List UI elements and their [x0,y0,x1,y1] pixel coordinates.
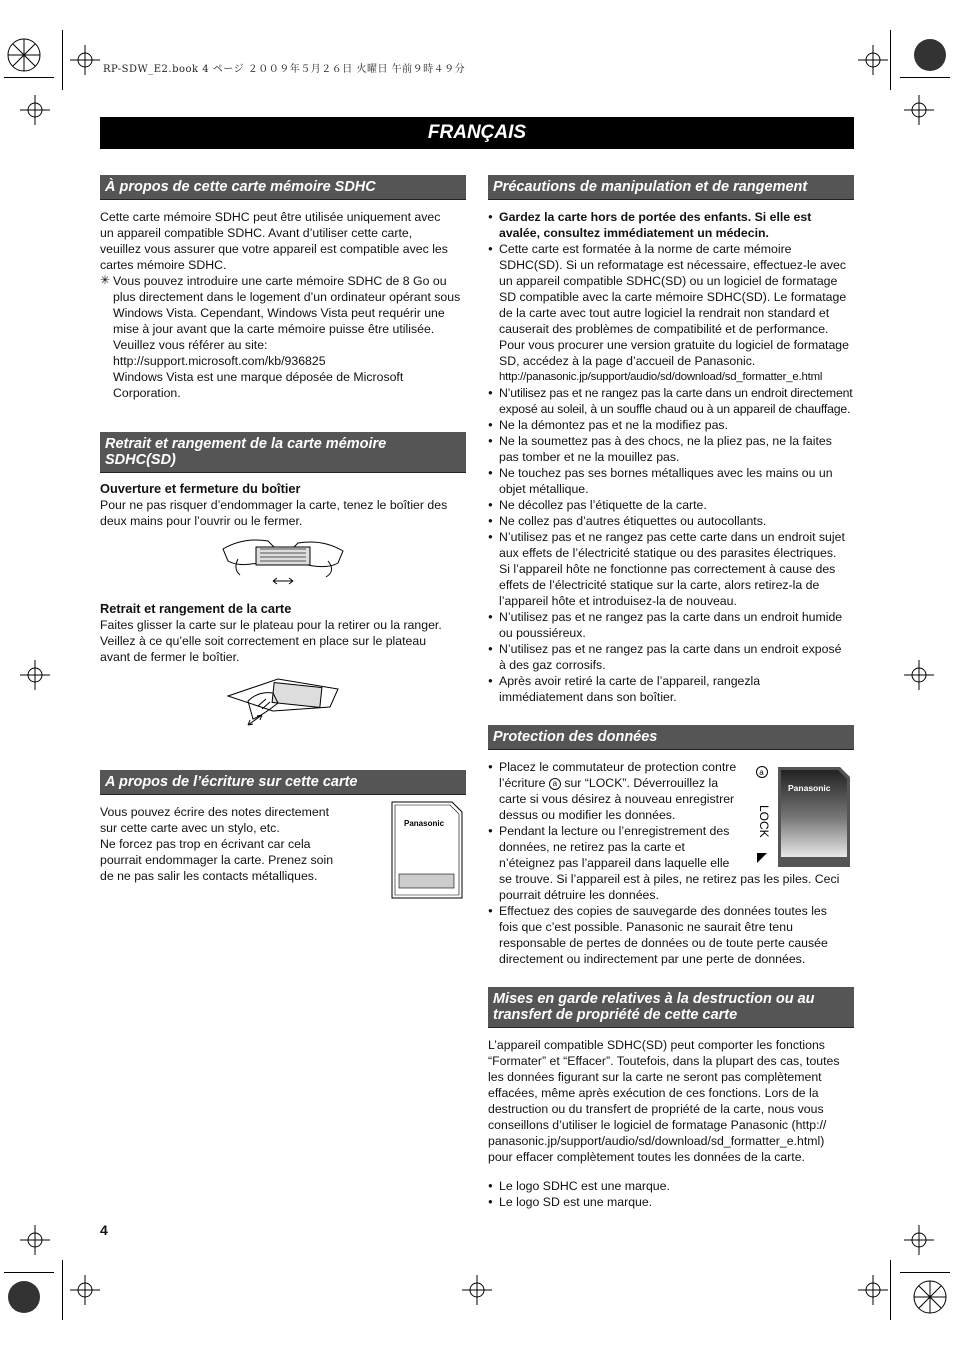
list-item: ● Le logo SD est une marque. [488,1194,854,1210]
crosshair-icon [858,45,888,75]
page-number: 4 [100,1222,108,1238]
brand-logo: Panasonic [788,783,831,793]
body-line: L’appareil compatible SDHC(SD) peut comporter les fonctions [488,1038,825,1052]
svg-text:a: a [759,768,764,777]
crosshair-icon [858,1275,888,1305]
intro-line: veuillez vous assurer que votre appareil est compatible avec les [100,242,448,256]
lock-label: LOCK [757,805,771,838]
section-disposal-transfer [488,987,854,1210]
trademark-list [488,1178,854,1210]
list-item: ● Cette carte est formatée à la norme de carte mémoire SDHC(SD). Si un reformatage est nécessaire, effectuez-le avec un appareil compatible SDHC(SD) ou un logiciel de formatage SD compatible avec la carte mémoire SDHC(SD). Le formatage de la carte avec tout autre logiciel la rendrait non standard et causerait des problèmes de compatibilité et de performance. Pour vous procurer une version gratuite du logiciel de formatage SD, accédez à la page d’accueil de Panasonic. http://panasonic.jp/support/audio/sd/download/sd_formatter_e.html [488,241,854,385]
body-line: panasonic.jp/support/audio/sd/download/sd_formatter_e.html) [488,1134,825,1148]
body-line: sur cette carte avec un stylo, etc. [100,821,280,835]
right-column [488,175,854,1210]
case-opening-illustration [218,529,348,591]
section-heading: Précautions de manipulation et de rangement [488,175,854,200]
body-line: Veillez à ce qu’elle soit correctement en place sur le plateau [100,634,427,648]
crosshair-icon [20,660,50,690]
section-heading: Retrait et rangement de la carte mémoire SDHC(SD) [100,432,466,473]
body-line: conseillons d’utiliser le logiciel de formatage Panasonic (http:// [488,1118,827,1132]
precautions-list [488,209,854,705]
subheading-remove-store: Retrait et rangement de la carte [100,601,292,616]
marker-a-icon: a [549,778,561,790]
body-line: deux mains pour l’ouvrir ou le fermer. [100,514,303,528]
crosshair-icon [20,95,50,125]
note-line: Vous pouvez introduire une carte mémoire SDHC de 8 Go ou [113,274,447,288]
intro-line: Cette carte mémoire SDHC peut être utilisée uniquement avec [100,210,441,224]
section-heading: À propos de cette carte mémoire SDHC [100,175,466,200]
brand-logo: Panasonic [404,819,445,828]
list-item: ● Ne touchez pas ses bornes métalliques avec les mains ou un objet métallique. [488,465,854,497]
body-line: Ne forcez pas trop en écrivant car cela [100,837,311,851]
section-writing-on-card [100,770,466,884]
note-line: Veuillez vous référer au site: [113,338,268,352]
list-item: ● Pendant la lecture ou l’enregistrement des données, ne retirez pas la carte et n’éteignez pas l’appareil dans laquelle elle se trouve. Si l’appareil est à piles, ne retirez pas les piles. Ceci pourrait détruire les données. [488,823,854,903]
section-heading: Mises en garde relatives à la destruction ou au transfert de propriété de cette carte [488,987,854,1028]
list-item: ● Ne collez pas d’autres étiquettes ou autocollants. [488,513,854,529]
list-item: ● Placez le commutateur de protection contre l’écriture a sur “LOCK”. Déverrouillez la carte si vous désirez à nouveau enregistrer dessus ou modifier les données. [488,759,854,823]
section-about-sdhc [100,175,466,401]
section-handling-precautions [488,175,854,705]
note-line: mise à jour avant que la carte mémoire puisse être utilisée. [113,322,435,336]
registration-mark-icon [910,35,950,75]
crosshair-icon [20,1225,50,1255]
section-data-protection [488,725,854,967]
formatter-link[interactable]: http://panasonic.jp/support/audio/sd/download/sd_formatter_e.html [499,371,823,383]
asterisk-icon: ✳ [100,273,111,287]
list-item: ● N’utilisez pas et ne rangez pas la carte dans un endroit exposé à des gaz corrosifs. [488,641,854,673]
registration-mark-icon [4,35,44,75]
registration-mark-icon [910,1277,950,1317]
page-title: FRANÇAIS [100,117,854,149]
body-line: de ne pas salir les contacts métalliques. [100,869,318,883]
note-line: Windows Vista est une marque déposée de Microsoft [113,370,404,384]
left-column [100,175,466,884]
registration-mark-icon [4,1277,44,1317]
crosshair-icon [904,660,934,690]
body-line: effacées, même après exécution de ces fonctions. Lors de la [488,1086,819,1100]
body-line: “Formater” et “Effacer”. Toutefois, dans la plupart des cas, toutes [488,1054,840,1068]
list-item: ● N’utilisez pas et ne rangez pas cette carte dans un endroit sujet aux effets de l’électricité statique ou des parasites électriques. Si l’appareil hôte ne fonctionne pas correctement à cause des effets de l’électricité statique sur la carte, alors retirez-la de l’appareil hôte et introduisez-la de nouveau. [488,529,854,609]
section-heading: A propos de l’écriture sur cette carte [100,770,466,795]
note-line: plus directement dans le logement d’un ordinateur opérant sous [113,290,461,304]
body-line: avant de fermer le boîtier. [100,650,240,664]
body-line: destruction ou du transfert de propriété de la carte, nous vous [488,1102,824,1116]
windows-vista-note [100,273,466,401]
list-item: ● Le logo SDHC est une marque. [488,1178,854,1194]
print-header: RP-SDW_E2.book 4 ページ ２００９年５月２６日 火曜日 午前９時４９分 [103,64,466,75]
list-item: ● Ne décollez pas l’étiquette de la carte. [488,497,854,513]
body-line: pour effacer complètement toutes les données de la carte. [488,1150,805,1164]
section-heading: Protection des données [488,725,854,750]
body-line: Faites glisser la carte sur le plateau pour la retirer ou la ranger. [100,618,442,632]
body-line: les données figurant sur la carte ne seront pas complètement [488,1070,822,1084]
note-line: Corporation. [113,386,181,400]
intro-line: cartes mémoire SDHC. [100,258,227,272]
crosshair-icon [70,1275,100,1305]
sd-card-lock-illustration [754,765,854,869]
list-item: ● N’utilisez pas et ne rangez pas la carte dans un endroit humide ou poussiéreux. [488,609,854,641]
list-item: ● Ne la soumettez pas à des chocs, ne la pliez pas, ne la faites pas tomber et ne la mouillez pas. [488,433,854,465]
card-sliding-illustration [218,671,348,733]
list-item: ● Après avoir retiré la carte de l’appareil, rangezla immédiatement dans son boîtier. [488,673,854,705]
section-removal-storage [100,432,466,733]
body-line: pourrait endommager la carte. Prenez soin [100,853,334,867]
sd-card-label-illustration [390,800,464,900]
body-line: Pour ne pas risquer d’endommager la carte, tenez le boîtier des [100,498,448,512]
crosshair-icon [70,45,100,75]
crosshair-icon [462,1275,492,1305]
note-line: Windows Vista. Cependant, Windows Vista peut requérir une [113,306,445,320]
crosshair-icon [904,95,934,125]
list-item: ● Effectuez des copies de sauvegarde des données toutes les fois que c’est possible. Panasonic ne saurait être tenu responsable de pertes de données ou de toute perte causée directement ou indirectement par une perte de données. [488,903,854,967]
support-link[interactable]: http://support.microsoft.com/kb/936825 [113,354,326,368]
list-item: ● Ne la démontez pas et ne la modifiez pas. [488,417,854,433]
intro-line: un appareil compatible SDHC. Avant d’utiliser cette carte, [100,226,413,240]
subheading-open-close: Ouverture et fermeture du boîtier [100,481,301,496]
list-item: ● Gardez la carte hors de portée des enfants. Si elle est avalée, consultez immédiatement un médecin. [488,209,854,241]
body-line: Vous pouvez écrire des notes directement [100,805,329,819]
crosshair-icon [904,1225,934,1255]
list-item: ● N’utilisez pas et ne rangez pas la carte dans un endroit directement exposé au soleil, à un souffle chaud ou à un appareil de chauffage. [488,385,854,417]
